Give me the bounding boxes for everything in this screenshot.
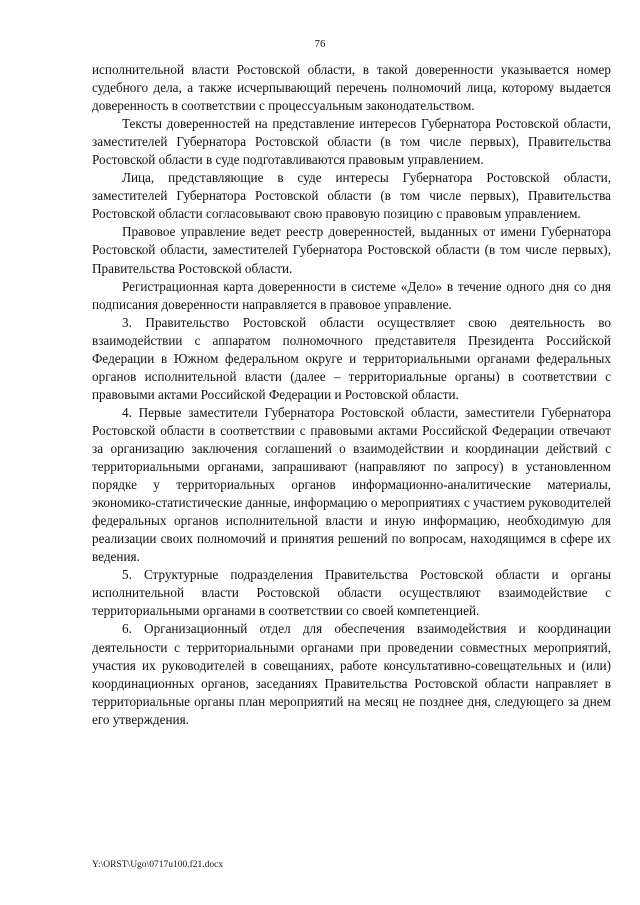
- paragraph: 3. Правительство Ростовской области осуществляет свою деятельность во взаимодействии с аппаратом полномочного представителя Президента Российской Федерации в Южном федеральном округе и территориальными органами федеральных органов исполнительной власти (далее – территориальные органы) в соответствии с правовыми актами Российской Федерации и Ростовской области.: [92, 314, 611, 402]
- footer-file-path: Y:\ORST\Ugo\0717u100.f21.docx: [92, 860, 224, 870]
- paragraph: Лица, представляющие в суде интересы Губернатора Ростовской области, заместителей Губернатора Ростовской области (в том числе первых), Правительства Ростовской области согласовывают свою правовую позицию с правовым управлением.: [92, 170, 611, 222]
- paragraph: 4. Первые заместители Губернатора Ростовской области, заместители Губернатора Ростовской области в соответствии с правовыми актами Российской Федерации отвечают за организацию заключения соглашений о взаимодействии и координации действий с территориальными органами, запрашивают (направляют по запросу) в установленном порядке у территориальных органов информационно-аналитические материалы, экономико-статистические данные, информацию о мероприятиях с участием руководителей федеральных органов исполнительной власти и иную информацию, необходимую для реализации своих полномочий и принятия решений по вопросам, находящимся в сфере их ведения.: [92, 404, 611, 565]
- paragraph: исполнительной власти Ростовской области, в такой доверенности указывается номер судебного дела, а также исчерпывающий перечень полномочий лица, которому выдается доверенность в соответствии с процессуальным законодательством.: [92, 62, 611, 114]
- page-number: 76: [314, 38, 326, 50]
- paragraph: Тексты доверенностей на представление интересов Губернатора Ростовской области, заместителей Губернатора Ростовской области (в том числе первых), Правительства Ростовской области в суде подготавливаются правовым управлением.: [92, 116, 611, 168]
- paragraph: 6. Организационный отдел для обеспечения взаимодействия и координации деятельности с территориальными органами при проведении совместных мероприятий, участия их руководителей в совещаниях, работе консультативно-совещательных и (или) координационных органов, заседаниях Правительства Ростовской области направляет в территориальные органы план мероприятий на месяц не позднее дня, следующего за днем его утверждения.: [92, 621, 611, 727]
- document-body: [92, 61, 611, 729]
- paragraph: Правовое управление ведет реестр доверенностей, выданных от имени Губернатора Ростовской области, заместителей Губернатора Ростовской области (в том числе первых), Правительства Ростовской области.: [92, 224, 611, 276]
- paragraph: Регистрационная карта доверенности в системе «Дело» в течение одного дня со дня подписания доверенности направляется в правовое управление.: [92, 278, 611, 312]
- paragraph: 5. Структурные подразделения Правительства Ростовской области и органы исполнительной власти Ростовской области осуществляют взаимодействие с территориальными органами в соответствии со своей компетенцией.: [92, 567, 611, 619]
